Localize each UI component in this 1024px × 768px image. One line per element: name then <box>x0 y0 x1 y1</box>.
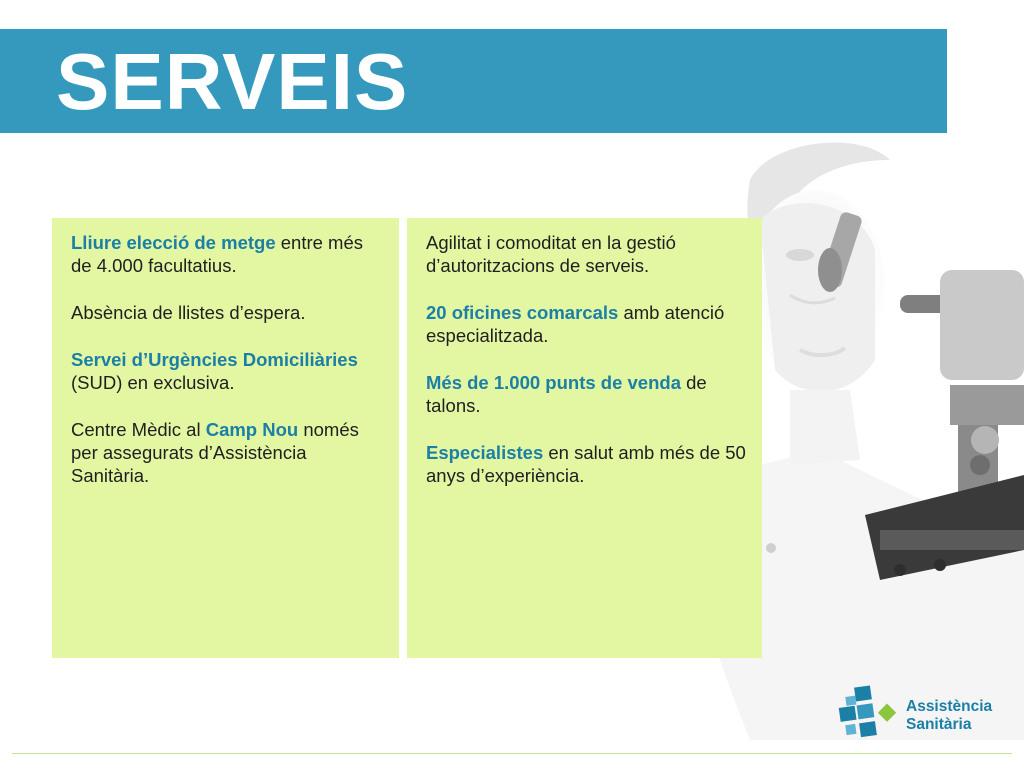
highlight-text: Especialistes <box>426 442 544 463</box>
authorization-agility-text <box>426 231 748 277</box>
body-text: (SUD) en exclusiva. <box>71 372 235 393</box>
body-text: Centre Mèdic al <box>71 419 206 440</box>
highlight-text: Servei d’Urgències Domiciliàries <box>71 349 358 370</box>
body-text: Agilitat i comoditat en la gestió d’autoritzacions de serveis. <box>426 232 676 276</box>
medical-center-text <box>71 418 385 487</box>
free-doctor-choice-text <box>71 231 385 277</box>
body-text: només per assegurats d’Assistència Sanitària. <box>71 419 359 486</box>
home-emergency-service-text <box>71 348 385 394</box>
left-services-panel <box>52 218 399 658</box>
highlight-text: 20 oficines comarcals <box>426 302 619 323</box>
regional-offices-text <box>426 301 748 347</box>
logo-text <box>906 698 992 734</box>
cross-logo-icon <box>836 684 900 746</box>
body-text: entre més de 4.000 facultatius. <box>71 232 364 276</box>
footer-divider <box>12 753 1012 754</box>
logo-line-2: Sanitària <box>906 716 972 733</box>
body-text: amb atenció especialitzada. <box>426 302 725 346</box>
sales-points-text <box>426 371 748 417</box>
body-text: Absència de llistes d’espera. <box>71 302 306 323</box>
logo-line-1: Assistència <box>906 698 993 715</box>
no-waiting-lists-text <box>71 301 385 324</box>
highlight-text: Més de 1.000 punts de venda <box>426 372 681 393</box>
page-title: SERVEIS <box>56 37 409 126</box>
highlight-text: Lliure elecció de metge <box>71 232 276 253</box>
body-text: de talons. <box>426 372 707 416</box>
body-text: en salut amb més de 50 anys d’experiència. <box>426 442 746 486</box>
assistencia-sanitaria-logo <box>836 684 1016 746</box>
right-services-panel <box>407 218 762 658</box>
specialists-text <box>426 441 748 487</box>
highlight-text: Camp Nou <box>205 419 299 440</box>
